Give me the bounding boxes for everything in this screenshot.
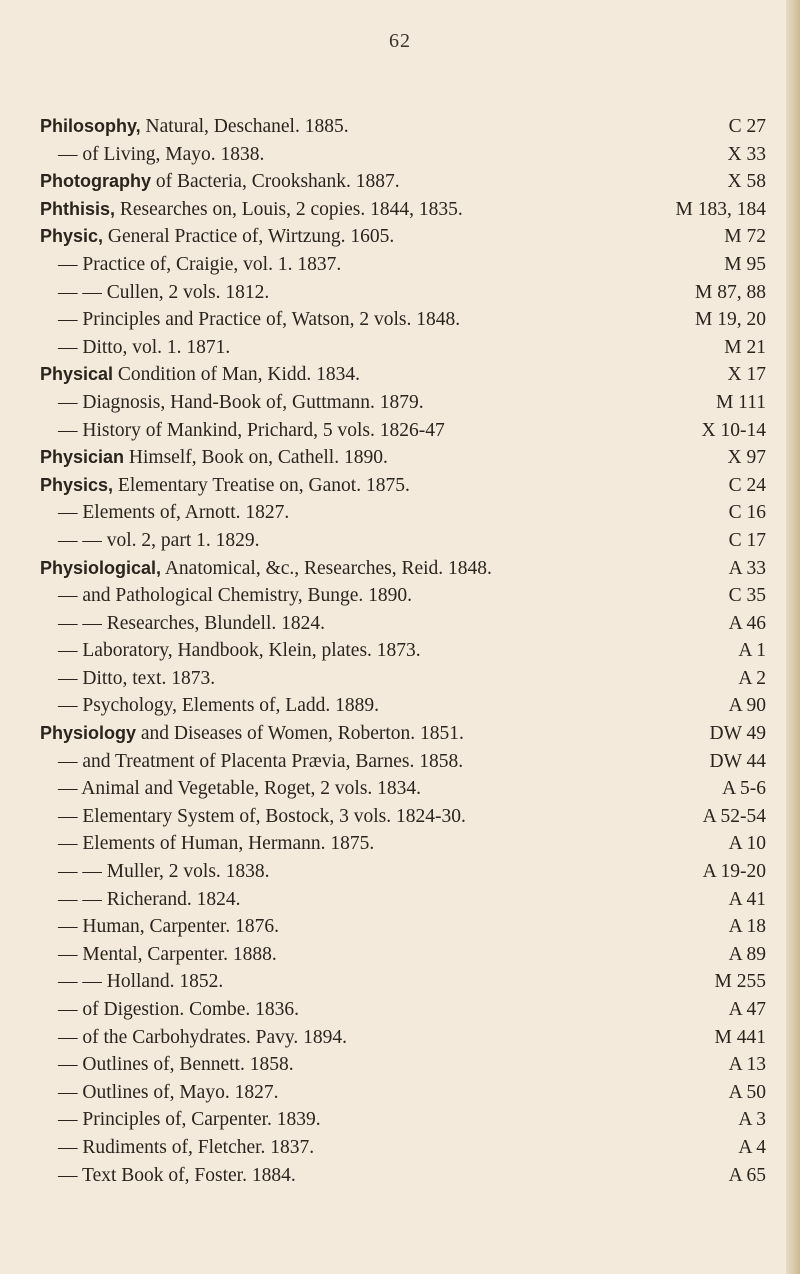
entry-text <box>58 637 421 665</box>
index-entry <box>40 968 766 996</box>
entry-description: — Ditto, vol. 1. 1871. <box>58 336 231 358</box>
entry-description: — of Digestion. Combe. 1836. <box>58 999 300 1020</box>
index-entry <box>40 996 766 1024</box>
entry-heading: Physician <box>40 447 125 468</box>
index-entry <box>40 913 766 941</box>
entry-shelf-mark: M 87, 88 <box>695 281 766 303</box>
entry-text <box>58 665 215 693</box>
entry-shelf-mark: A 46 <box>728 612 766 634</box>
entry-description: — — Researches, Blundell. 1824. <box>58 612 325 634</box>
entry-text <box>58 499 289 527</box>
entry-description: — Text Book of, Foster. 1884. <box>58 1164 296 1186</box>
entry-shelf-mark: C 17 <box>728 529 766 551</box>
entry-text <box>58 775 421 803</box>
entry-text <box>58 748 463 776</box>
index-entry <box>40 361 766 389</box>
entry-text <box>40 168 400 196</box>
entry-description: — — Holland. 1852. <box>58 971 224 993</box>
index-entry <box>40 1024 766 1052</box>
entry-text <box>58 1024 347 1052</box>
index-entry <box>40 417 766 445</box>
entry-text <box>58 141 264 169</box>
index-entry <box>40 113 766 141</box>
entry-description: Himself, Book on, Cathell. 1890. <box>124 447 388 469</box>
entry-text <box>40 196 463 224</box>
entry-shelf-mark: M 111 <box>715 391 766 413</box>
entry-description: Condition of Man, Kidd. 1834. <box>113 364 361 386</box>
entry-shelf-mark: A 2 <box>738 667 766 689</box>
entry-text <box>40 444 388 472</box>
index-entry <box>40 1106 766 1134</box>
index-entry <box>40 1134 766 1162</box>
entry-text <box>58 1079 278 1107</box>
entry-text <box>58 527 259 555</box>
entry-shelf-mark: M 72 <box>724 226 766 248</box>
entry-description: Elementary Treatise on, Ganot. 1875. <box>113 474 410 496</box>
entry-shelf-mark: A 33 <box>728 557 766 579</box>
entry-description: — Animal and Vegetable, Roget, 2 vols. 1834. <box>58 778 422 800</box>
entry-shelf-mark: A 65 <box>728 1164 766 1186</box>
entry-description: — Psychology, Elements of, Ladd. 1889. <box>58 695 379 717</box>
index-entries <box>40 113 766 1189</box>
entry-description: — Practice of, Craigie, vol. 1. 1837. <box>58 253 342 275</box>
entry-description: — Laboratory, Handbook, Klein, plates. 1873. <box>58 640 421 662</box>
entry-shelf-mark: C 16 <box>728 502 766 524</box>
entry-text <box>40 113 349 141</box>
entry-description: — Elementary System of, Bostock, 3 vols. 1824-30. <box>58 805 466 827</box>
entry-description: Natural, Deschanel. 1885. <box>140 116 349 137</box>
index-entry <box>40 334 766 362</box>
entry-text <box>58 1134 314 1162</box>
index-entry <box>40 1079 766 1107</box>
entry-text <box>58 279 269 307</box>
entry-shelf-mark: A 10 <box>728 833 766 855</box>
entry-description: — Principles of, Carpenter. 1839. <box>58 1109 321 1131</box>
entry-shelf-mark: DW 49 <box>709 723 766 745</box>
entry-description: — Human, Carpenter. 1876. <box>58 916 279 938</box>
entry-shelf-mark: X 97 <box>727 447 766 469</box>
index-entry <box>40 555 766 583</box>
entry-shelf-mark: A 4 <box>738 1136 766 1158</box>
entry-text <box>40 361 360 389</box>
page-number: 62 <box>389 30 411 52</box>
entry-shelf-mark: M 21 <box>724 336 766 358</box>
entry-text <box>58 306 460 334</box>
entry-description: — of the Carbohydrates. Pavy. 1894. <box>58 1026 348 1048</box>
entry-text <box>58 996 299 1024</box>
entry-description: — Outlines of, Mayo. 1827. <box>58 1081 279 1103</box>
entry-shelf-mark: A 47 <box>728 999 766 1020</box>
entry-shelf-mark: A 13 <box>728 1054 766 1076</box>
entry-shelf-mark: A 41 <box>728 888 766 910</box>
entry-text <box>58 913 279 941</box>
entry-shelf-mark: X 58 <box>727 171 766 193</box>
entry-text <box>58 858 270 886</box>
index-entry <box>40 665 766 693</box>
index-entry <box>40 141 766 169</box>
index-entry <box>40 941 766 969</box>
entry-text <box>40 472 410 500</box>
entry-shelf-mark: M 255 <box>714 971 766 993</box>
entry-shelf-mark: A 18 <box>728 916 766 938</box>
entry-heading: Philosophy, <box>40 116 141 136</box>
entry-heading: Phthisis, <box>40 198 116 219</box>
entry-shelf-mark: A 1 <box>738 640 766 662</box>
index-entry <box>40 499 766 527</box>
index-entry <box>40 582 766 610</box>
page-edge <box>786 0 800 1274</box>
entry-description: — — Cullen, 2 vols. 1812. <box>58 281 270 303</box>
index-entry <box>40 1162 766 1190</box>
entry-shelf-mark: A 3 <box>738 1109 766 1131</box>
entry-description: — Principles and Practice of, Watson, 2 vols. 1848. <box>58 309 461 331</box>
entry-heading: Physical <box>40 364 114 385</box>
entry-description: — — vol. 2, part 1. 1829. <box>58 529 260 551</box>
entry-description: of Bacteria, Crookshank. 1887. <box>151 171 400 193</box>
entry-description: — of Living, Mayo. 1838. <box>58 143 265 165</box>
entry-text <box>58 334 230 362</box>
index-entry <box>40 196 766 224</box>
entry-description: — and Pathological Chemistry, Bunge. 1890. <box>58 585 413 607</box>
index-entry <box>40 306 766 334</box>
index-entry <box>40 168 766 196</box>
entry-shelf-mark: C 35 <box>728 585 766 607</box>
index-entry <box>40 251 766 279</box>
index-entry <box>40 637 766 665</box>
index-entry <box>40 886 766 914</box>
entry-shelf-mark: C 24 <box>728 474 766 496</box>
entry-shelf-mark: X 33 <box>727 143 766 165</box>
entry-text <box>40 223 394 251</box>
entry-text <box>58 692 379 720</box>
index-entry <box>40 748 766 776</box>
entry-heading: Photography <box>40 171 151 192</box>
index-entry <box>40 830 766 858</box>
entry-text <box>58 610 325 638</box>
entry-description: General Practice of, Wirtzung. 1605. <box>103 226 395 248</box>
entry-shelf-mark: A 19-20 <box>702 861 766 883</box>
entry-description: and Diseases of Women, Roberton. 1851. <box>136 723 464 745</box>
entry-text <box>58 886 241 914</box>
entry-description: — Rudiments of, Fletcher. 1837. <box>58 1136 315 1158</box>
index-entry <box>40 472 766 500</box>
entry-description: — Outlines of, Bennett. 1858. <box>58 1054 294 1076</box>
entry-description: Researches on, Louis, 2 copies. 1844, 1835. <box>115 198 463 220</box>
index-entry <box>40 223 766 251</box>
entry-shelf-mark: A 90 <box>728 695 766 717</box>
entry-description: — Elements of, Arnott. 1827. <box>58 502 290 524</box>
entry-shelf-mark: M 441 <box>714 1026 766 1048</box>
entry-heading: Physics, <box>40 474 114 495</box>
entry-text <box>58 251 341 279</box>
entry-text <box>58 417 445 445</box>
index-entry <box>40 1051 766 1079</box>
entry-text <box>40 555 492 583</box>
entry-shelf-mark: X 17 <box>727 364 766 386</box>
index-entry <box>40 775 766 803</box>
index-entry <box>40 389 766 417</box>
index-entry <box>40 858 766 886</box>
entry-shelf-mark: A 89 <box>728 943 766 965</box>
index-entry <box>40 720 766 748</box>
entry-shelf-mark: M 95 <box>724 253 766 275</box>
index-entry <box>40 444 766 472</box>
entry-description: — — Muller, 2 vols. 1838. <box>58 861 270 883</box>
entry-text <box>58 968 223 996</box>
index-entry <box>40 803 766 831</box>
entry-description: — — Richerand. 1824. <box>58 888 241 910</box>
entry-shelf-mark: M 183, 184 <box>675 198 766 220</box>
entry-text <box>40 720 464 748</box>
entry-text <box>58 941 277 969</box>
entry-text <box>58 1051 294 1079</box>
entry-shelf-mark: A 50 <box>728 1081 766 1103</box>
entry-shelf-mark: C 27 <box>728 116 766 137</box>
entry-heading: Physiology <box>40 723 137 744</box>
entry-description: — Ditto, text. 1873. <box>58 667 216 689</box>
entry-shelf-mark: M 19, 20 <box>695 309 766 331</box>
entry-shelf-mark: DW 44 <box>709 750 766 772</box>
entry-text <box>58 582 412 610</box>
entry-description: Anatomical, &c., Researches, Reid. 1848. <box>161 557 492 579</box>
entry-description: — Elements of Human, Hermann. 1875. <box>58 833 375 855</box>
index-entry <box>40 279 766 307</box>
entry-shelf-mark: A 5-6 <box>722 778 766 800</box>
entry-text <box>58 1106 321 1134</box>
entry-shelf-mark: A 52-54 <box>702 805 766 827</box>
index-entry <box>40 527 766 555</box>
index-entry <box>40 610 766 638</box>
entry-shelf-mark: X 10-14 <box>701 419 766 441</box>
entry-description: — and Treatment of Placenta Prævia, Barnes. 1858. <box>58 750 464 772</box>
entry-description: — Diagnosis, Hand-Book of, Guttmann. 1879. <box>58 391 424 413</box>
entry-description: — Mental, Carpenter. 1888. <box>58 943 277 965</box>
entry-heading: Physiological, <box>40 557 162 578</box>
entry-heading: Physic, <box>40 226 104 247</box>
entry-text <box>58 803 466 831</box>
entry-description: — History of Mankind, Prichard, 5 vols. 1826-47 <box>58 419 445 441</box>
entry-text <box>58 389 424 417</box>
entry-text <box>58 1162 296 1190</box>
index-entry <box>40 692 766 720</box>
entry-text <box>58 830 374 858</box>
